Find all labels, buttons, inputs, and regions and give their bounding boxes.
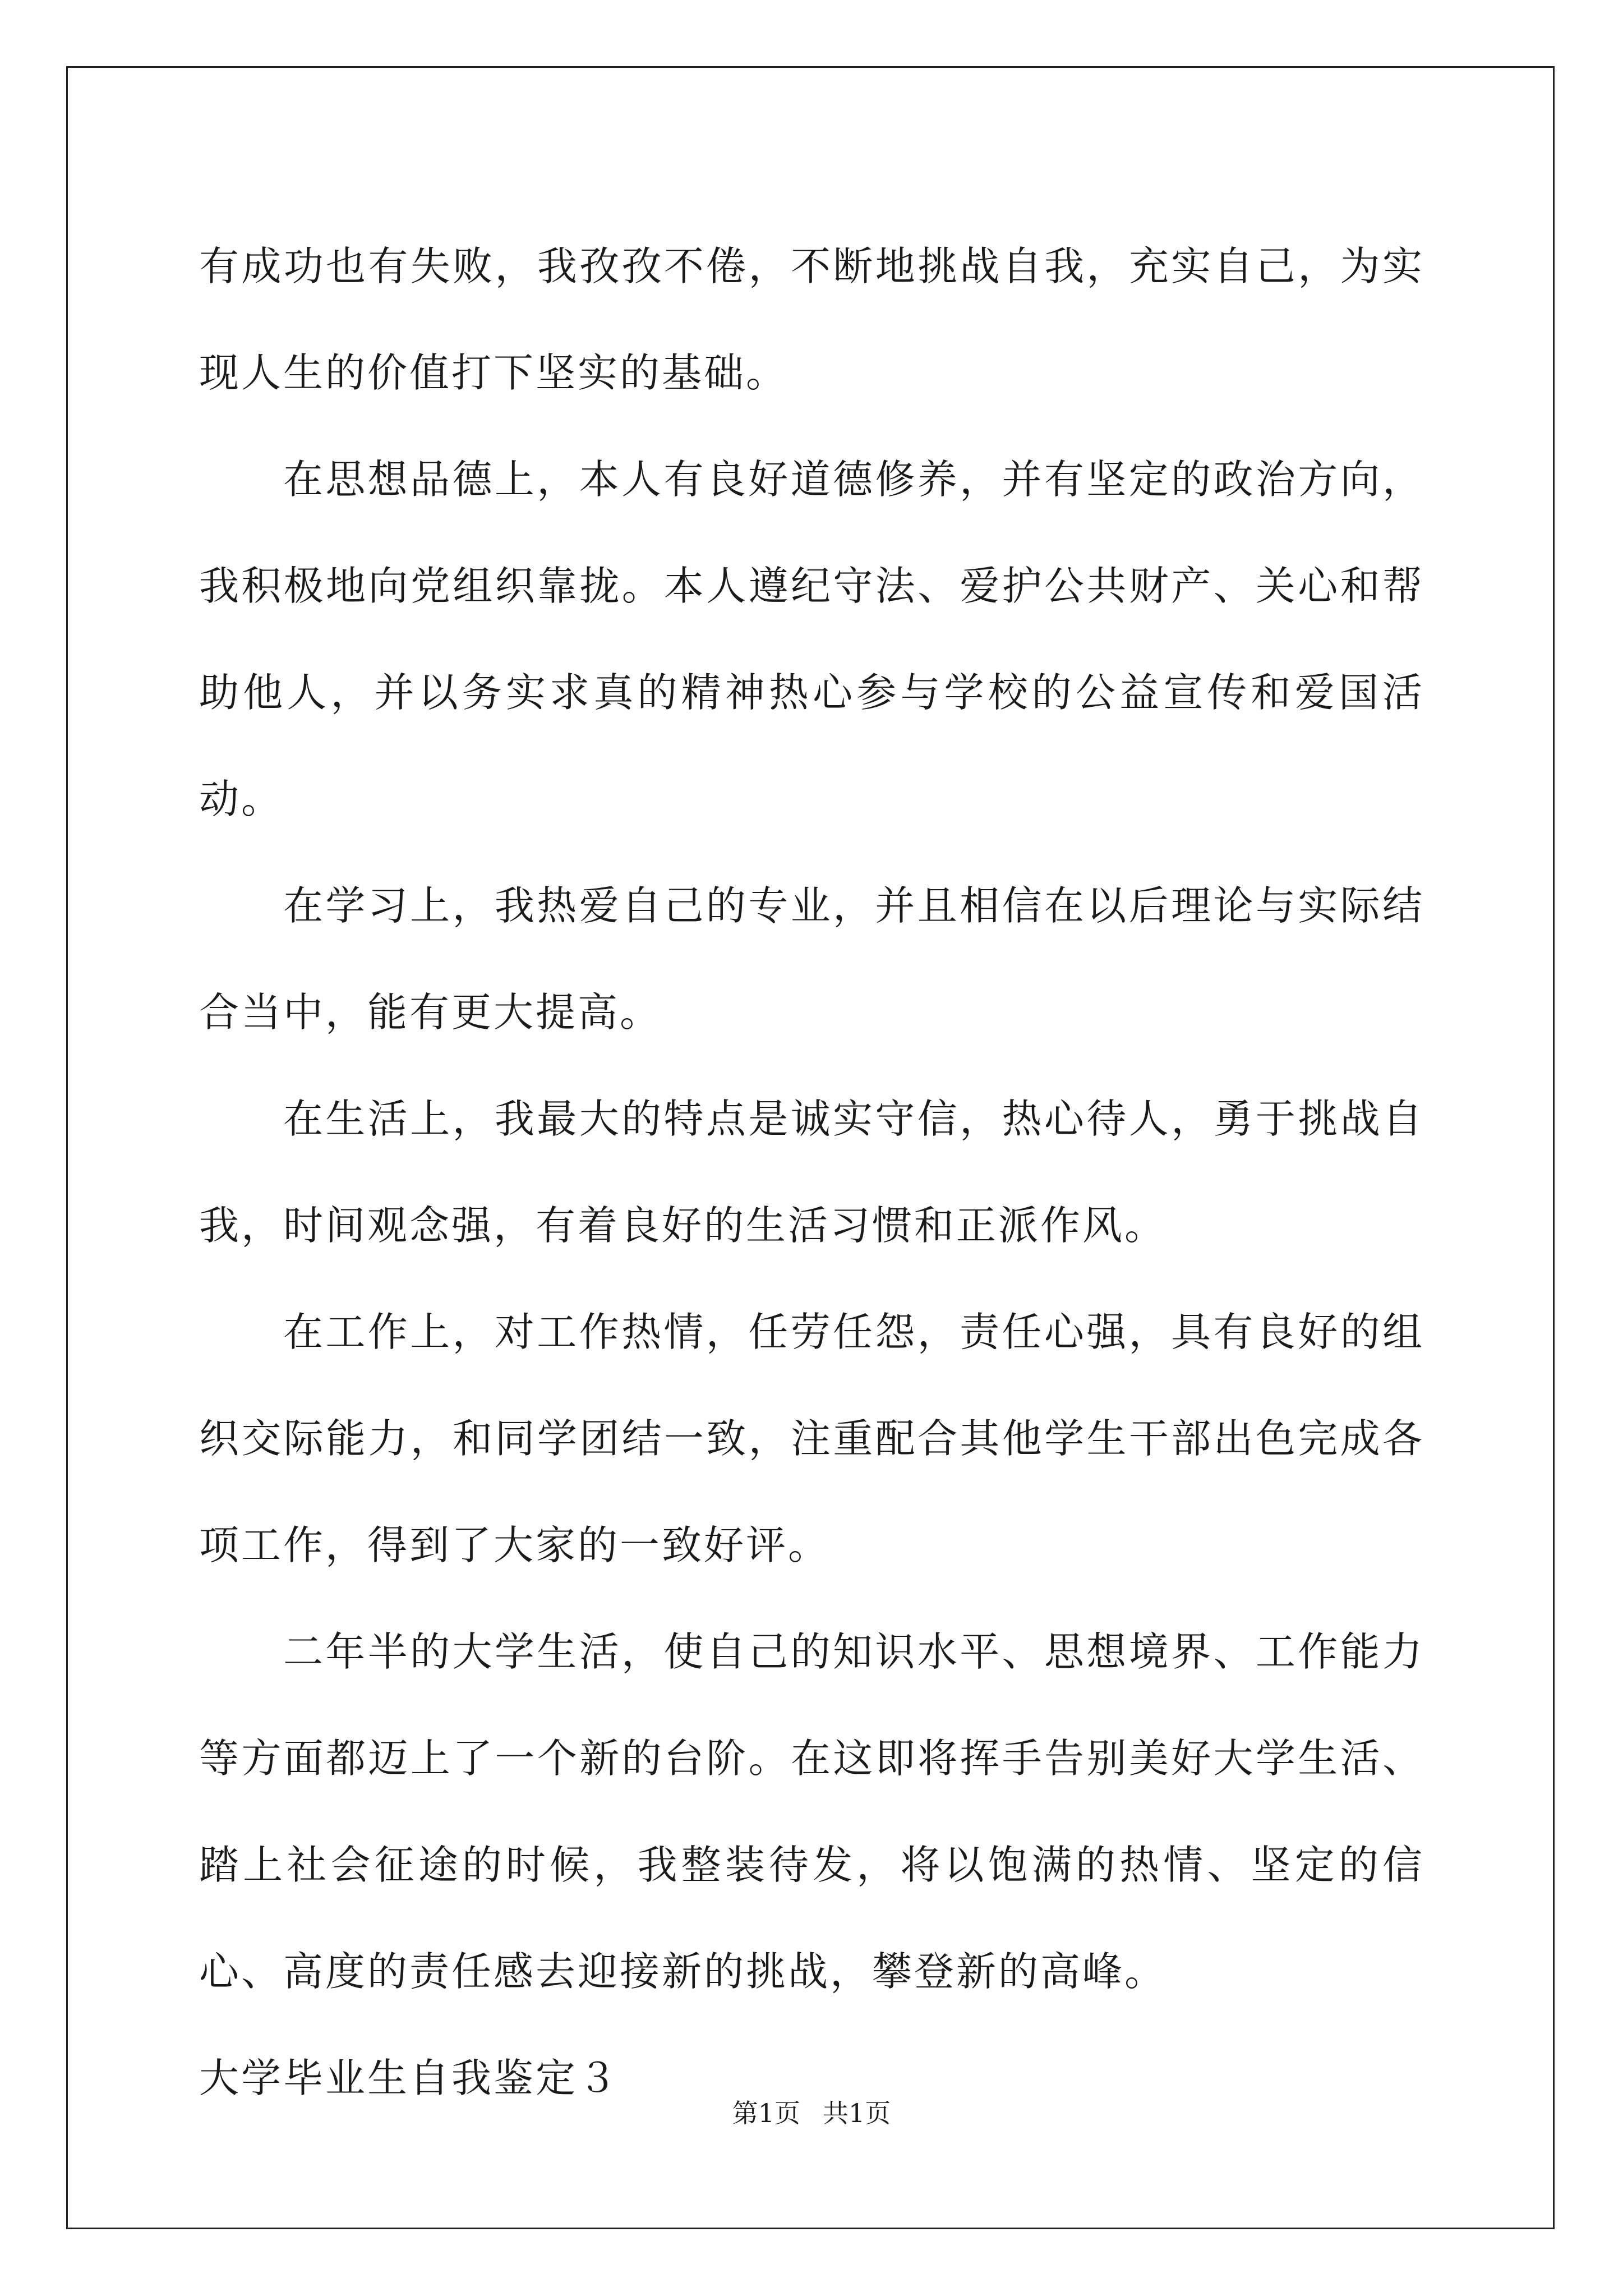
paragraph-continuation: 有成功也有失败，我孜孜不倦，不断地挑战自我，充实自己，为实现人生的价值打下坚实的基础。: [199, 243, 1424, 396]
page-number: 第1页: [732, 2098, 800, 2128]
paragraph-life: 在生活上，我最大的特点是诚实守信，热心待人，勇于挑战自我，时间观念强，有着良好的生活习惯和正派作风。: [199, 1096, 1424, 1249]
paragraph-work: 在工作上，对工作热情，任劳任怨，责任心强，具有良好的组织交际能力，和同学团结一致，注重配合其他学生干部出色完成各项工作，得到了大家的一致好评。: [199, 1309, 1424, 1568]
document-body: [199, 213, 1424, 2132]
paragraph-conclusion: 二年半的大学生活，使自己的知识水平、思想境界、工作能力等方面都迈上了一个新的台阶。在这即将挥手告别美好大学生活、踏上社会征途的时候，我整装待发，将以饱满的热情、坚定的信心、高度的责任感去迎接新的挑战，攀登新的高峰。: [199, 1628, 1424, 1995]
page-footer: [0, 2096, 1623, 2130]
page-total: 共1页: [823, 2098, 891, 2128]
section-heading: 大学毕业生自我鉴定３: [199, 2055, 620, 2101]
paragraph-ideology: 在思想品德上，本人有良好道德修养，并有坚定的政治方向，我积极地向党组织靠拢。本人遵纪守法、爱护公共财产、关心和帮助他人，并以务实求真的精神热心参与学校的公益宣传和爱国活动。: [199, 456, 1424, 822]
paragraph-study: 在学习上，我热爱自己的专业，并且相信在以后理论与实际结合当中，能有更大提高。: [199, 882, 1424, 1036]
